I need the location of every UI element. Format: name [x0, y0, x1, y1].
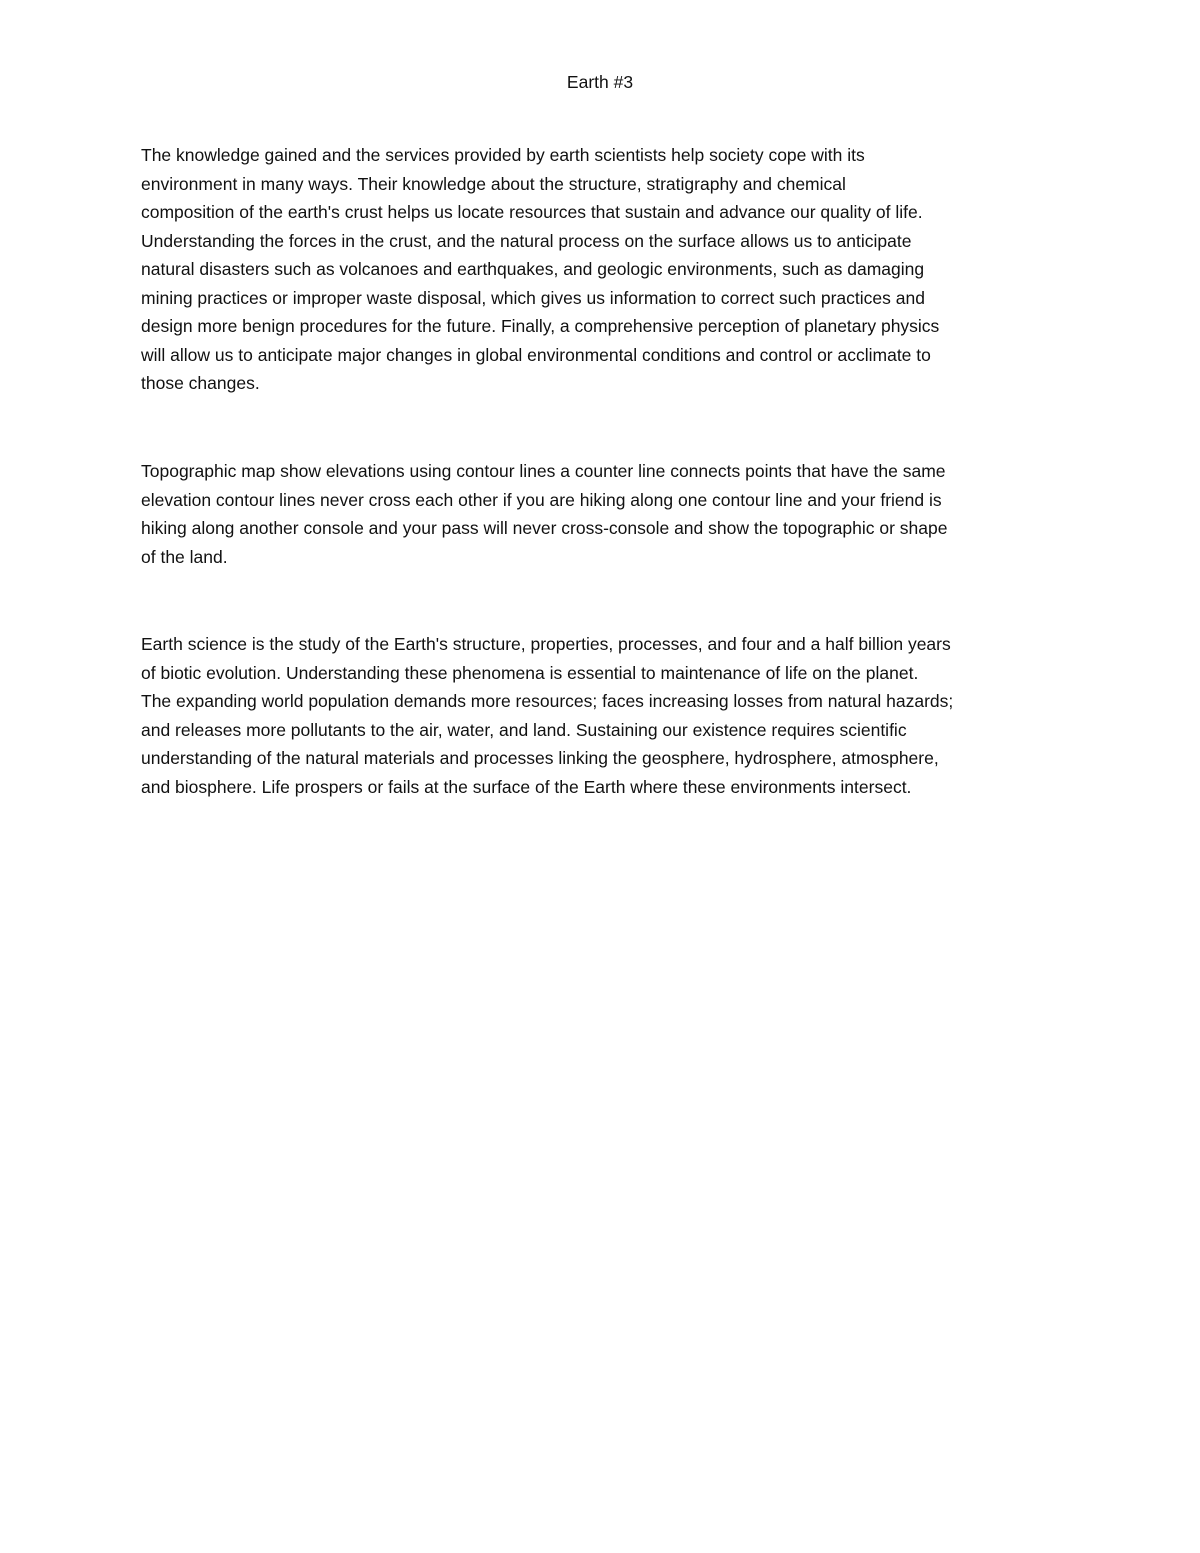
document-title: Earth #3: [566, 72, 634, 92]
paragraph-line: and releases more pollutants to the air, water, and land. Sustaining our existence requires scientific: [141, 719, 907, 740]
paragraph-line: will allow us to anticipate major changes in global environmental conditions and control or acclimate to: [141, 344, 931, 365]
paragraph-line: The expanding world population demands more resources; faces increasing losses from natural hazards;: [141, 691, 954, 711]
paragraph-line: Understanding the forces in the crust, and the natural process on the surface allows us to anticipate: [141, 230, 912, 251]
paragraph-line: natural disasters such as volcanoes and earthquakes, and geologic environments, such as damaging: [141, 259, 925, 279]
paragraph-line: of the land.: [141, 546, 228, 567]
paragraph-line: elevation contour lines never cross each other if you are hiking along one contour line and your friend is: [141, 489, 942, 510]
paragraph-line: of biotic evolution. Understanding these phenomena is essential to maintenance of life on the planet.: [141, 662, 919, 683]
paragraph-line: hiking along another console and your pass will never cross-console and show the topographic or shape: [141, 518, 948, 538]
paragraph-line: The knowledge gained and the services provided by earth scientists help society cope with its: [141, 145, 865, 165]
paragraph-earth-scientists: [141, 141, 1061, 398]
paragraph-line: those changes.: [141, 373, 260, 393]
paragraph-line: composition of the earth's crust helps us locate resources that sustain and advance our quality of life.: [141, 202, 923, 222]
paragraph-line: mining practices or improper waste disposal, which gives us information to correct such practices and: [141, 287, 925, 308]
paragraph-earth-science: [141, 630, 1061, 801]
paragraph-line: design more benign procedures for the future. Finally, a comprehensive perception of planetary physics: [141, 316, 940, 336]
paragraph-line: understanding of the natural materials and processes linking the geosphere, hydrosphere, atmosphere,: [141, 748, 939, 768]
paragraph-line: and biosphere. Life prospers or fails at the surface of the Earth where these environments intersect.: [141, 776, 912, 797]
paragraph-line: environment in many ways. Their knowledge about the structure, stratigraphy and chemical: [141, 173, 846, 194]
paragraph-line: Earth science is the study of the Earth's structure, properties, processes, and four and a half billion years: [141, 634, 951, 654]
paragraph-topographic-map: [141, 457, 1061, 571]
paragraph-line: Topographic map show elevations using contour lines a counter line connects points that have the same: [141, 461, 946, 481]
